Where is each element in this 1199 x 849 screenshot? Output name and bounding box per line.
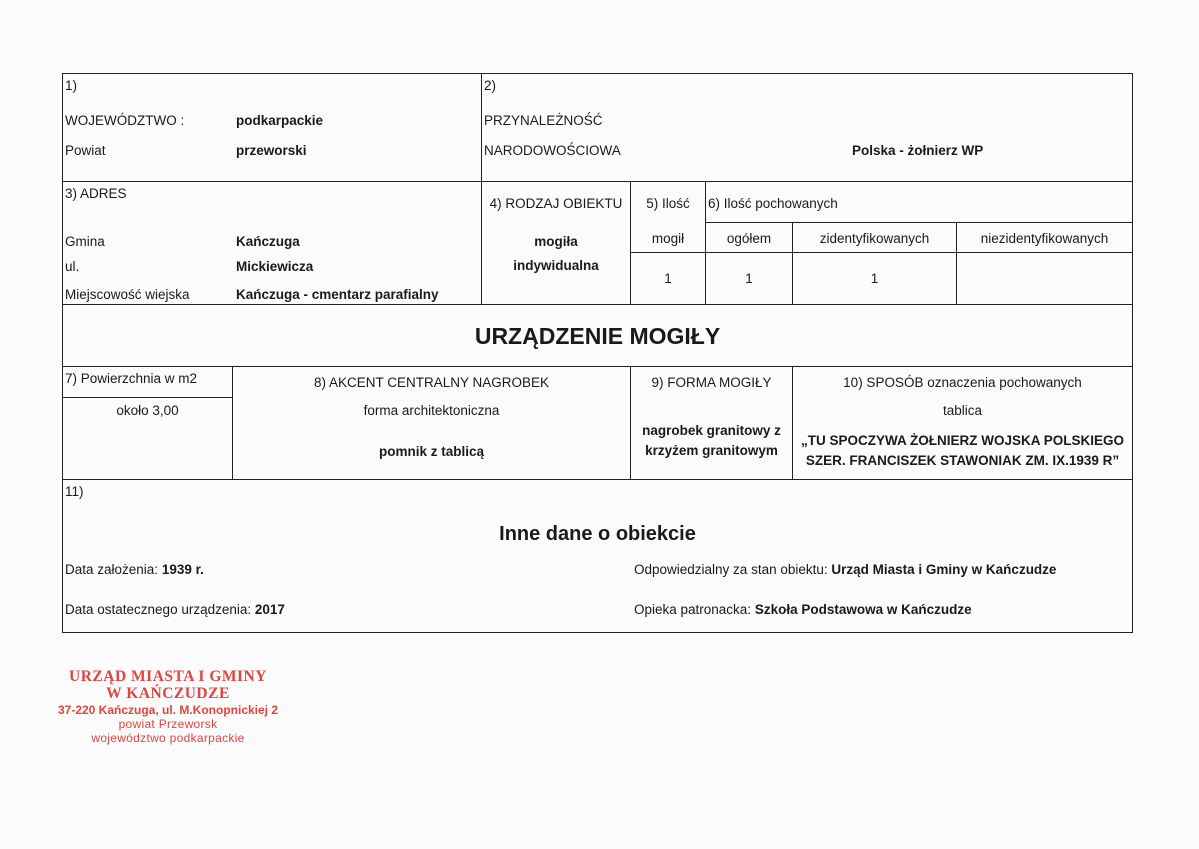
marking-type: tablica	[942, 403, 983, 418]
stamp-line-2: W KAŃCZUDZE	[106, 685, 230, 702]
founding-date-row	[65, 562, 204, 578]
area-value: około 3,00	[116, 403, 179, 418]
nationality-label-line1: PRZYNALEŻNOŚĆ	[484, 113, 603, 128]
buried-unidentified-header: niezidentyfikowanych	[980, 231, 1109, 246]
inscription-line2: SZER. FRANCISZEK STAWONIAK ZM. IX.1939 R”	[805, 453, 1120, 468]
gmina-label: Gmina	[65, 234, 105, 249]
central-accent-form: forma architektoniczna	[363, 403, 500, 418]
patronage-label: Opieka patronacka:	[634, 602, 752, 617]
locality-value: Kańczuga - cmentarz parafialny	[236, 287, 439, 302]
divider	[705, 222, 1133, 223]
address-title: 3) ADRES	[65, 186, 127, 201]
grave-form-title: 9) FORMA MOGIŁY	[651, 375, 772, 390]
central-accent-title: 8) AKCENT CENTRALNY NAGROBEK	[313, 375, 550, 390]
responsible-value: Urząd Miasta i Gminy w Kańczudze	[831, 562, 1057, 577]
graves-count-subheader: mogił	[651, 231, 685, 246]
area-title: 7) Powierzchnia w m2	[65, 371, 198, 386]
stamp-line-4: powiat Przeworsk	[118, 717, 218, 731]
divider	[62, 366, 1133, 367]
section-heading: URZĄDZENIE MOGIŁY	[474, 323, 721, 349]
patronage-value: Szkoła Podstawowa w Kańczudze	[754, 602, 972, 617]
office-stamp	[48, 668, 288, 745]
inscription-line1: „TU SPOCZYWA ŻOŁNIERZ WOJSKA POLSKIEGO	[800, 433, 1124, 448]
buried-identified-value: 1	[870, 271, 879, 286]
section-1-number: 1)	[65, 78, 78, 93]
divider	[62, 397, 233, 398]
object-type-title: 4) RODZAJ OBIEKTU	[489, 196, 623, 211]
responsible-row	[634, 562, 1056, 578]
stamp-line-3: 37-220 Kańczuga, ul. M.Konopnickiej 2	[57, 703, 279, 717]
graves-count-value: 1	[664, 271, 672, 286]
buried-total-value: 1	[745, 271, 753, 286]
object-type-value-line2: indywidualna	[513, 258, 599, 273]
founding-date-label: Data założenia:	[65, 562, 159, 577]
street-value: Mickiewicza	[236, 259, 314, 274]
central-accent-value: pomnik z tablicą	[378, 444, 485, 459]
section-11-number: 11)	[65, 484, 84, 499]
powiat-label: Powiat	[65, 143, 106, 158]
nationality-label-line2: NARODOWOŚCIOWA	[484, 143, 621, 158]
divider	[62, 181, 1133, 182]
buried-total-header: ogółem	[726, 231, 772, 246]
patronage-row	[634, 602, 972, 618]
final-arrangement-label: Data ostatecznego urządzenia:	[65, 602, 252, 617]
locality-label: Miejscowość wiejska	[65, 287, 190, 302]
table-border-top	[62, 73, 1133, 74]
divider	[630, 252, 1133, 253]
gmina-value: Kańczuga	[236, 234, 300, 249]
nationality-value: Polska - żołnierz WP	[852, 143, 984, 158]
other-data-heading: Inne dane o obiekcie	[499, 523, 696, 545]
object-type-value-line1: mogiła	[534, 234, 578, 249]
stamp-line-1: URZĄD MIASTA I GMINY	[69, 668, 267, 685]
street-label: ul.	[65, 259, 80, 274]
wojewodztwo-value: podkarpackie	[236, 113, 324, 128]
stamp-line-5: województwo podkarpackie	[91, 731, 245, 745]
powiat-value: przeworski	[236, 143, 307, 158]
founding-date-value: 1939 r.	[161, 562, 204, 577]
buried-count-title: 6) Ilość pochowanych	[708, 196, 838, 211]
table-border-right	[1132, 73, 1133, 633]
final-arrangement-row	[65, 602, 285, 618]
section-2-number: 2)	[484, 78, 497, 93]
buried-identified-header: zidentyfikowanych	[819, 231, 930, 246]
grave-form-value-line1: nagrobek granitowy z	[642, 423, 781, 438]
table-border-bottom	[62, 632, 1133, 633]
divider	[62, 304, 1133, 305]
grave-form-value-line2: krzyżem granitowym	[645, 443, 778, 458]
wojewodztwo-label: WOJEWÓDZTWO :	[65, 113, 185, 128]
divider	[62, 479, 1133, 480]
table-border-left	[62, 73, 63, 633]
marking-title: 10) SPOSÓB oznaczenia pochowanych	[843, 375, 1082, 390]
responsible-label: Odpowiedzialny za stan obiektu:	[634, 562, 828, 577]
final-arrangement-value: 2017	[254, 602, 285, 617]
graves-count-title: 5) Ilość	[646, 196, 690, 211]
